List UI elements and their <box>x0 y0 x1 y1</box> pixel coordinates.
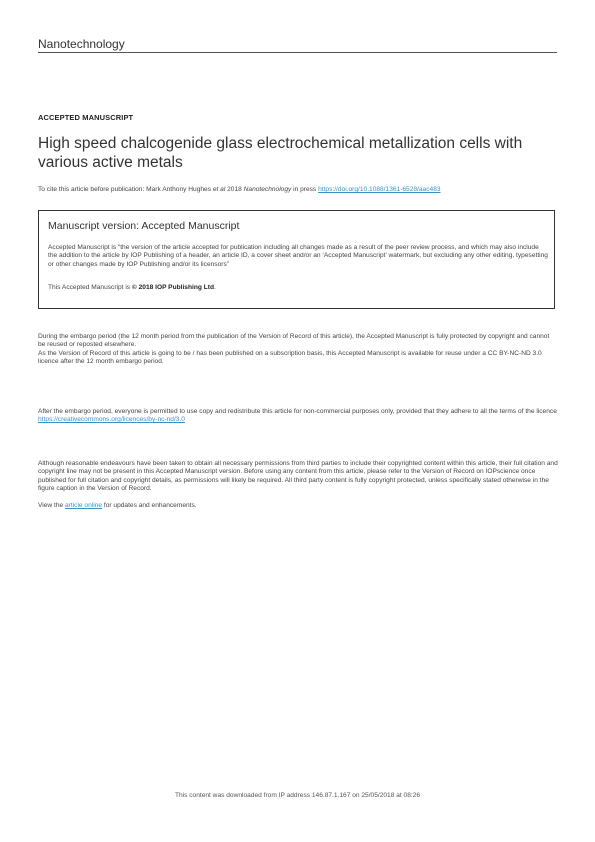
after-embargo-text: After the embargo period, everyone is permitted to use copy and redistribute this article for non-commercial purposes only, provided that they adhere to all the terms of the licence <box>38 408 557 415</box>
embargo-text-2: As the Version of Record of this article is going to be / has been published on a subscription basis, this Accepted Manuscript is available for reuse under a CC BY-NC-ND 3.0 licence after the 12 month embargo period. <box>38 349 542 366</box>
view-prefix: View the <box>38 501 66 509</box>
view-suffix: for updates and enhancements. <box>102 501 197 509</box>
download-footer: This content was downloaded from IP address 146.87.1.167 on 25/05/2018 at 08:26 <box>174 792 421 799</box>
copyright-suffix: . <box>213 284 216 291</box>
licence-link[interactable]: https://creativecommons.org/licences/by-nc-nd/3.0 <box>38 416 185 424</box>
permissions-paragraph <box>38 460 558 510</box>
journal-name: Nanotechnology <box>38 37 125 51</box>
citation-journal: Nanotechnology <box>243 186 292 193</box>
article-title: High speed chalcogenide glass electrochemical metallization cells with various active metals <box>38 135 523 171</box>
manuscript-label: ACCEPTED MANUSCRIPT <box>38 113 134 122</box>
article-online-link[interactable]: article online <box>65 501 103 509</box>
box-description: Accepted Manuscript is “the version of the article accepted for publication including all changes made as a result of the peer review process, and which may also include the addition to the article by IOP Publishing of a header, an article ID, a cover sheet and/or an ‘Accepted Manuscript’ watermark, but excluding any other editing, typesetting or other changes made by IOP Publishing and/or its licensors” <box>48 244 548 268</box>
box-heading: Manuscript version: Accepted Manuscript <box>48 220 240 232</box>
citation-prefix: To cite this article before publication: Mark Anthony Hughes <box>38 186 213 193</box>
doi-link[interactable]: https://doi.org/10.1088/1361-6528/aac483 <box>318 186 441 193</box>
citation-etal: et al <box>212 186 226 193</box>
header-divider <box>38 52 557 53</box>
embargo-paragraph <box>38 333 558 367</box>
copyright-line <box>48 284 216 291</box>
copyright-prefix: This Accepted Manuscript is <box>48 284 132 291</box>
embargo-text-1: During the embargo period (the 12 month period from the publication of the Version of Record of this article), the Accepted Manuscript is fully protected by copyright and cannot be reused or reposted elsewhere. <box>38 333 550 349</box>
citation-inpress: in press <box>291 186 319 193</box>
after-embargo-paragraph <box>38 408 558 425</box>
citation-year: 2018 <box>225 186 244 193</box>
permissions-text: Although reasonable endeavours have been taken to obtain all necessary permissions from third parties to include their copyrighted content within this article, their full citation and copyright line may not be present in this Accepted Manuscript version. Before using any content from this article, please refer to the Version of Record on IOPscience once published for full citation and copyright details, as permissions will likely be required. All third party content is fully copyright protected, unless specifically stated otherwise in the figure caption in the Version of Record. <box>38 460 558 493</box>
copyright-holder: © 2018 IOP Publishing Ltd <box>131 284 214 291</box>
view-online-line <box>38 502 558 510</box>
citation-line <box>38 186 558 193</box>
manuscript-version-box <box>38 210 555 309</box>
